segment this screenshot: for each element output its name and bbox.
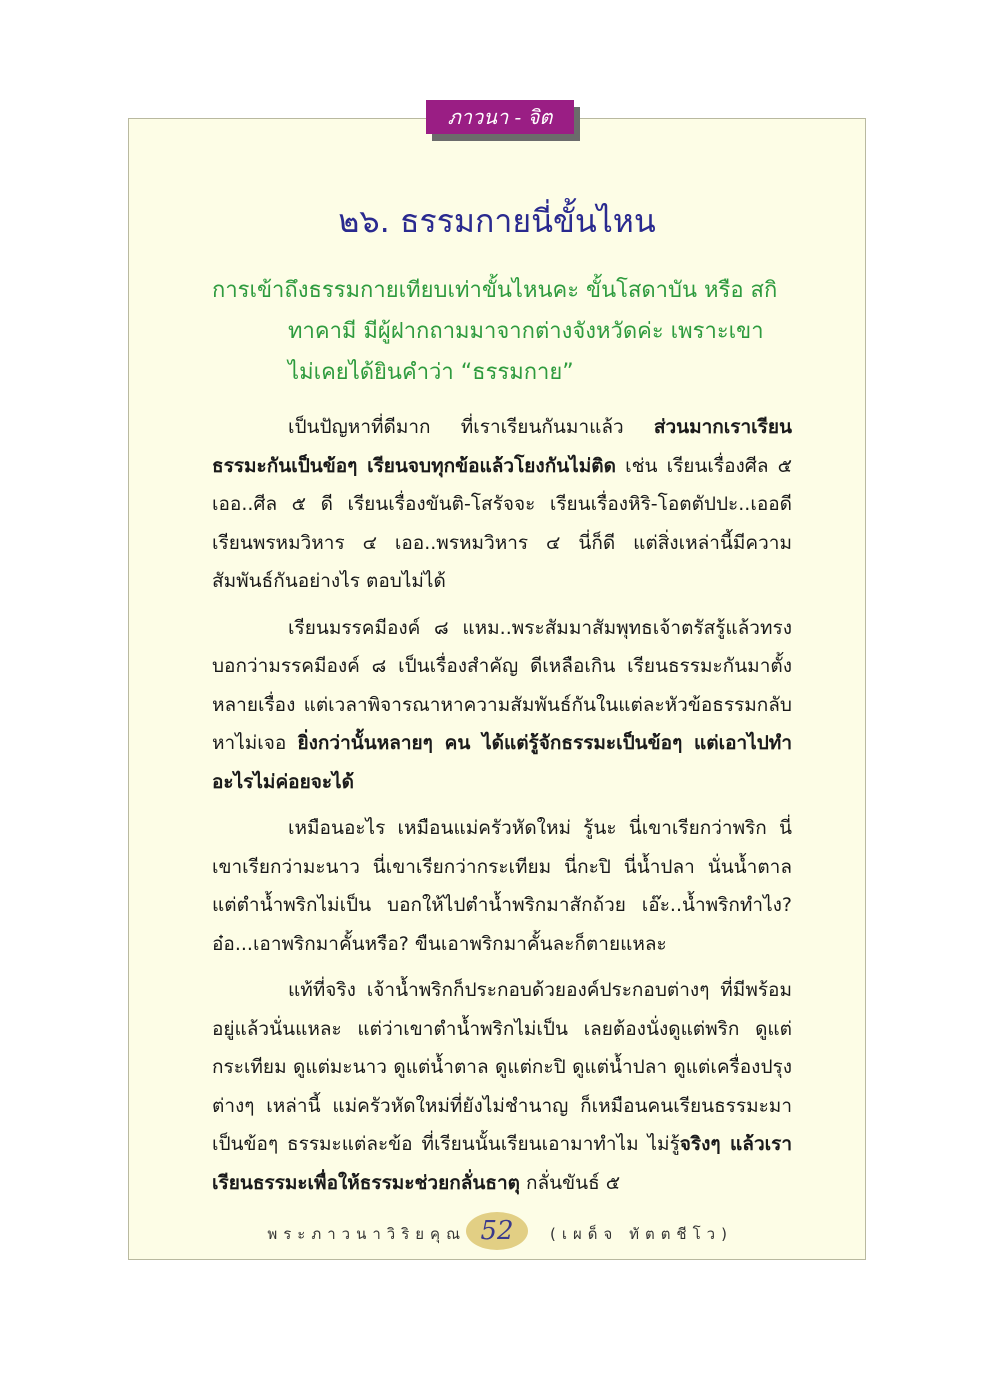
paragraph-bold: จริงๆ แล้วเราเรียนธรรมะเพื่อให้ธรรมะช่วยกลั่นธาตุ [212, 1133, 792, 1194]
question-line-2: ทาคามี มีผู้ฝากถามมาจากต่างจังหวัดค่ะ เพราะเขา [288, 319, 764, 344]
question-block [212, 270, 802, 393]
paragraph-bold: ส่วนมากเราเรียนธรรมะกันเป็นข้อๆ เรียนจบทุกข้อแล้วโยงกันไม่ติด [212, 416, 792, 477]
page-number: 52 [466, 1212, 528, 1250]
paragraph-text: แท้ที่จริง เจ้าน้ำพริกก็ประกอบด้วยองค์ประกอบต่างๆ ที่มีพร้อมอยู่แล้วนั่นแหละ แต่ว่าเขาตำน้ำพริกไม่เป็น เลยต้องนั่งดูแต่พริก ดูแต่กระเทียม ดูแต่มะนาว ดูแต่น้ำตาล ดูแต่กะปิ ดูแต่น้ำปลา ดูแต่เครื่องปรุงต่างๆ เหล่านี้ แม่ครัวหัดใหม่ที่ยังไม่ชำนาญ ก็เหมือนคนเรียนธรรมะมาเป็นข้อๆ ธรรมะแต่ละข้อ ที่เรียนนั้นเรียนเอามาทำไม ไม่รู้ [212, 979, 792, 1155]
paragraph-text: เหมือนอะไร เหมือนแม่ครัวหัดใหม่ รู้นะ นี่เขาเรียกว่าพริก นี่เขาเรียกว่ามะนาว นี่เขาเรียกว่ากระเทียม นี่กะปิ นี่น้ำปลา นั่นน้ำตาล แต่ตำน้ำพริกไม่เป็น บอกให้ไปตำน้ำพริกมาสักถ้วย เอ๊ะ..น้ำพริกทำไง? อ๋อ...เอาพริกมาคั้นหรือ? ขืนเอาพริกมาคั้นละก็ตายแหละ [212, 817, 792, 955]
paragraph-4 [212, 971, 792, 1202]
body-text [212, 408, 792, 1210]
paragraph-1 [212, 408, 792, 601]
paragraph-bold: ยิ่งกว่านั้นหลายๆ คน ได้แต่รู้จักธรรมะเป็นข้อๆ แต่เอาไปทำอะไรไม่ค่อยจะได้ [212, 732, 792, 793]
paragraph-text: เช่น เรียนเรื่องศีล ๕ เออ..ศีล ๕ ดี เรียนเรื่องขันติ-โสรัจจะ เรียนเรื่องหิริ-โอตตัปปะ..เออดี เรียนพรหมวิหาร ๔ เออ..พรหมวิหาร ๔ นี่ก็ดี แต่สิ่งเหล่านี้มีความสัมพันธ์กันอย่างไร ตอบไม่ได้ [212, 454, 792, 592]
paragraph-text: กลั่นขันธ์ ๕ [519, 1171, 621, 1194]
footer-author: พระภาวนาวิริยคุณ [267, 1225, 466, 1243]
paragraph-2 [212, 609, 792, 802]
page-title: ๒๖. ธรรมกายนี่ขั้นไหน [338, 202, 656, 240]
question-line-3: ไม่เคยได้ยินคำว่า “ธรรมกาย” [288, 360, 574, 385]
footer-author-name: (เผด็จ ทัตตชีโว) [550, 1225, 733, 1243]
header-tab: ภาวนา - จิต [426, 100, 574, 134]
paragraph-text: เรียนมรรคมีองค์ ๘ แหม..พระสัมมาสัมพุทธเจ้าตรัสรู้แล้วทรงบอกว่ามรรคมีองค์ ๘ เป็นเรื่องสำคัญ ดีเหลือเกิน เรียนธรรมะกันมาตั้งหลายเรื่อง แต่เวลาพิจารณาหาความสัมพันธ์กันในแต่ละหัวข้อธรรมกลับหาไม่เจอ [212, 616, 792, 754]
question-line-1: การเข้าถึงธรรมกายเทียบเท่าขั้นไหนคะ ขั้นโสดาบัน หรือ สกิ [212, 278, 778, 303]
paragraph-3 [212, 809, 792, 963]
page-footer [128, 1210, 866, 1254]
paragraph-text: เป็นปัญหาที่ดีมาก ที่เราเรียนกันมาแล้ว [288, 416, 654, 438]
